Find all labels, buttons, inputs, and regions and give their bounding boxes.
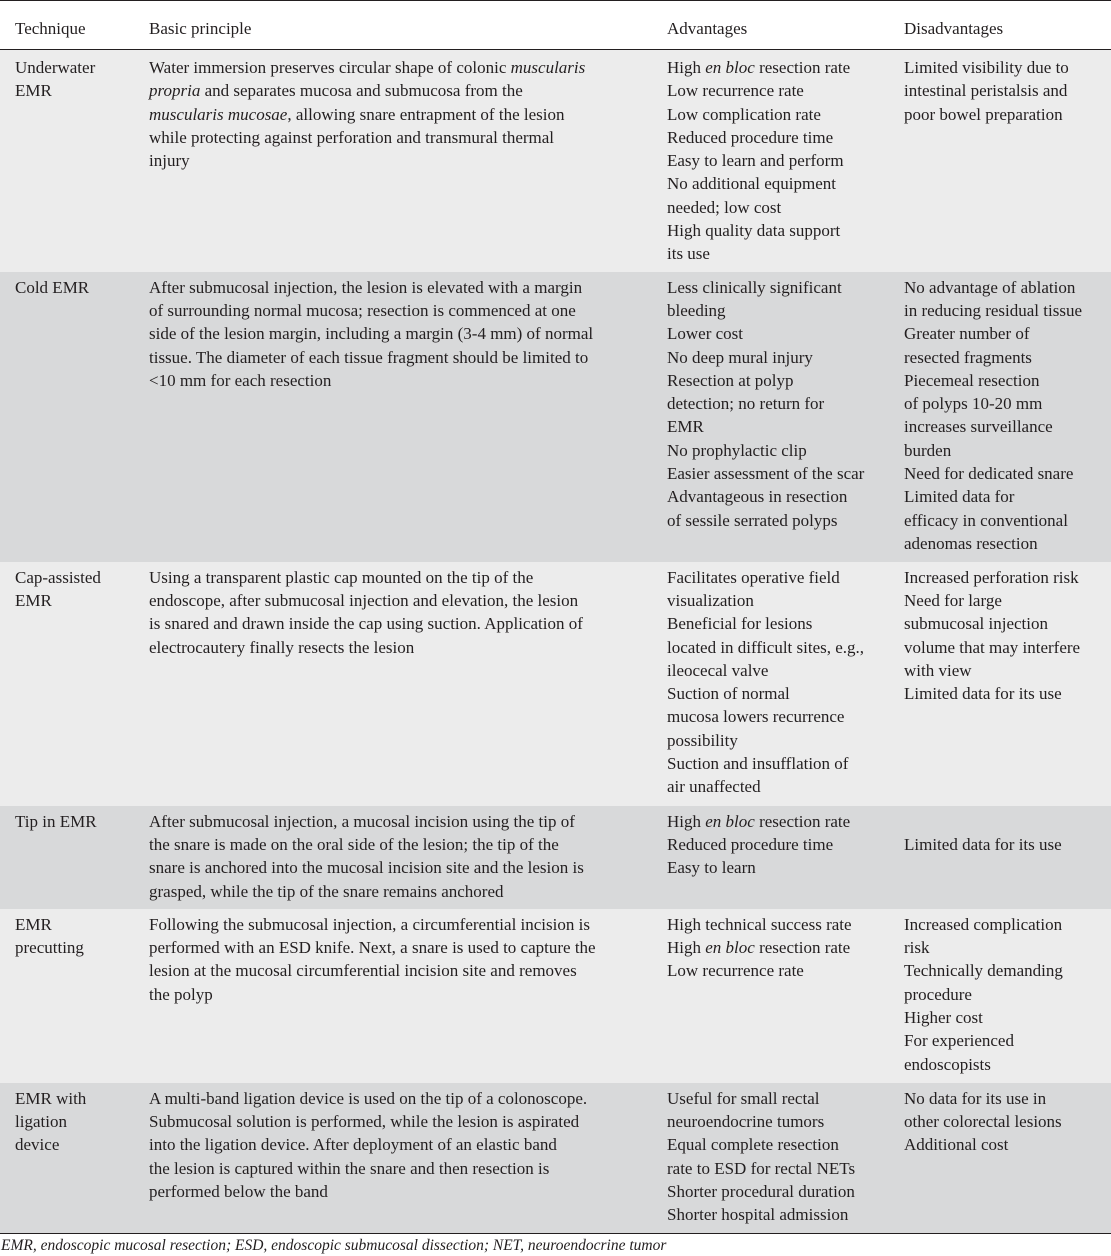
text-run: other colorectal lesions [904,1112,1062,1132]
cell-line [149,56,648,79]
italic-term: propria [149,81,201,101]
cell-line [667,1203,886,1226]
cell-line [667,833,886,856]
cell-line [149,983,648,1006]
text-run: Low recurrence rate [667,961,804,981]
cell-basic-principle [134,806,652,909]
cell-line [904,1133,1111,1156]
cell-line [149,589,648,612]
cell-line [667,346,886,369]
text-run: Limited data for [904,487,1015,507]
cell-line [667,959,886,982]
cell-advantages [652,909,890,1083]
text-run: EMR [667,417,704,437]
cell-line [667,566,886,589]
cell-line [149,1110,648,1133]
cell-line: EMR [15,81,52,101]
cell-line [667,56,886,79]
cell-line: Tip in EMR [15,811,97,831]
cell-line: device [15,1135,60,1155]
text-run: High [667,938,706,958]
cell-line [667,103,886,126]
cell-line [149,810,648,833]
text-run: air unaffected [667,777,761,797]
cell-line [149,1133,648,1156]
text-run: No deep mural injury [667,347,813,367]
text-run: of polyps 10-20 mm [904,394,1043,414]
cell-line [149,299,648,322]
header-advantages: Advantages [667,19,748,38]
cell-technique [0,50,134,272]
text-run: submucosal injection [904,614,1049,634]
italic-term: muscularis mucosae [149,104,288,124]
text-run: volume that may interfere [904,637,1081,657]
cell-disadvantages [890,806,1111,909]
cell-line [904,810,1111,833]
cell-technique [0,1083,134,1233]
cell-line [149,566,648,589]
table-row [0,1083,1111,1233]
text-run: Increased complication [904,914,1063,934]
cell-line [904,1110,1111,1133]
text-run: electrocautery finally resects the lesion [149,637,415,657]
text-run: Additional cost [904,1135,1009,1155]
text-run: Suction and insufflation of [667,754,849,774]
cell-line [667,462,886,485]
cell-basic-principle [134,1083,652,1233]
cell-line [904,369,1111,392]
cell-disadvantages [890,1083,1111,1233]
text-run: resected fragments [904,347,1032,367]
text-run: High quality data support [667,221,841,241]
cell-disadvantages [890,909,1111,1083]
text-run: Shorter procedural duration [667,1182,855,1202]
cell-line [904,322,1111,345]
table-row [0,909,1111,1083]
text-run: Limited visibility due to [904,58,1069,77]
cell-line [667,369,886,392]
cell-line [904,79,1111,102]
text-run: Reduced procedure time [667,127,834,147]
cell-line [667,810,886,833]
text-run: mucosa lowers recurrence [667,707,845,727]
text-run: Easy to learn and perform [667,151,844,171]
text-run: while protecting against perforation and transmural thermal [149,127,555,147]
cell-line [667,392,886,415]
cell-line [667,79,886,102]
cell-line [904,612,1111,635]
cell-line [149,833,648,856]
cell-line [904,56,1111,79]
text-run: No additional equipment [667,174,837,194]
table-row [0,806,1111,909]
cell-line [149,936,648,959]
cell-line [904,936,1111,959]
cell-line [904,415,1111,438]
text-run: side of the lesion margin, including a margin (3-4 mm) of normal [149,324,594,344]
cell-line [667,856,886,879]
text-run: injury [149,151,190,171]
text-run: snare is anchored into the mucosal incision site and the lesion is [149,858,584,878]
text-run: Technically demanding [904,961,1063,981]
cell-line [667,242,886,265]
text-run: Following the submucosal injection, a circumferential incision is [149,914,590,934]
text-run: After submucosal injection, the lesion is elevated with a margin [149,277,583,297]
text-run: Advantageous in resection [667,487,848,507]
cell-technique [0,909,134,1083]
cell-line [667,1110,886,1133]
text-run: bleeding [667,300,726,320]
text-run: of surrounding normal mucosa; resection is commenced at one [149,300,576,320]
text-run: tissue. The diameter of each tissue fragment should be limited to [149,347,589,367]
cell-line [904,1053,1111,1076]
cell-line [667,589,886,612]
text-run: of sessile serrated polyps [667,510,838,530]
text-run: Beneficial for lesions [667,614,813,634]
cell-line [667,636,886,659]
cell-basic-principle [134,909,652,1083]
text-run: into the ligation device. After deployment of an elastic band [149,1135,557,1155]
text-run: performed with an ESD knife. Next, a snare is used to capture the [149,938,596,958]
cell-line [667,936,886,959]
cell-line [149,636,648,659]
text-run: rate to ESD for rectal NETs [667,1158,856,1178]
cell-line [149,880,648,903]
text-run: the lesion is captured within the snare and then resection is [149,1158,550,1178]
text-run: Greater number of [904,324,1030,344]
cell-line [904,833,1111,856]
cell-advantages [652,272,890,562]
text-run: Need for dedicated snare [904,464,1074,484]
cell-line [904,1087,1111,1110]
cell-line [904,1006,1111,1029]
cell-line [667,219,886,242]
text-run: resection rate [754,811,851,831]
text-run: grasped, while the tip of the snare remains anchored [149,881,504,901]
cell-basic-principle [134,562,652,806]
text-run: possibility [667,730,738,750]
cell-line [667,612,886,635]
text-run: intestinal peristalsis and [904,81,1068,101]
text-run: Useful for small rectal [667,1088,820,1108]
cell-line [667,682,886,705]
text-run: High technical success rate [667,914,852,934]
header-basic-principle: Basic principle [149,19,252,38]
cell-line [667,1180,886,1203]
text-run: Less clinically significant [667,277,842,297]
cell-line [667,415,886,438]
cell-line [667,172,886,195]
text-run: Higher cost [904,1008,983,1028]
text-run: Low complication rate [667,104,821,124]
cell-advantages [652,562,890,806]
text-run: Low recurrence rate [667,81,804,101]
text-run: the polyp [149,984,213,1004]
table-body [0,50,1111,1234]
cell-line [667,485,886,508]
cell-line [149,913,648,936]
text-run: Water immersion preserves circular shape of colonic [149,58,511,77]
text-run: resection rate [754,58,851,77]
text-run: High [667,811,706,831]
cell-line [149,1157,648,1180]
text-run: Shorter hospital admission [667,1205,849,1225]
text-run: No advantage of ablation [904,277,1076,297]
table-row [0,272,1111,562]
cell-line [904,1029,1111,1052]
text-run: detection; no return for [667,394,825,414]
text-run: Reduced procedure time [667,834,834,854]
cell-advantages [652,1083,890,1233]
text-run: adenomas resection [904,533,1038,553]
text-run: After submucosal injection, a mucosal incision using the tip of [149,811,575,831]
cell-line [667,126,886,149]
cell-line [904,682,1111,705]
header-disadvantages: Disadvantages [904,19,1004,38]
cell-line [904,462,1111,485]
cell-line [667,196,886,219]
cell-line [904,532,1111,555]
table-footnote: EMR, endoscopic mucosal resection; ESD, endoscopic submucosal dissection; NET, neuroendocrine tumor [1,1236,667,1254]
text-run: Lower cost [667,324,744,344]
text-run: visualization [667,590,754,610]
cell-line [904,276,1111,299]
cell-line [667,439,886,462]
cell-line [667,729,886,752]
text-run: lesion at the mucosal circumferential incision site and removes [149,961,577,981]
cell-line [667,659,886,682]
text-run: Limited data for its use [904,834,1062,854]
cell-line [904,103,1111,126]
cell-line: Underwater [15,58,96,77]
cell-line [149,369,648,392]
cell-line: ligation [15,1112,67,1132]
cell-line: precutting [15,938,84,958]
cell-technique [0,562,134,806]
text-run: with view [904,660,972,680]
text-run: resection rate [754,938,851,958]
cell-line [904,509,1111,532]
cell-line [149,959,648,982]
cell-line [667,1133,886,1156]
cell-line [149,149,648,172]
cell-technique [0,272,134,562]
text-run: burden [904,440,952,460]
text-run: risk [904,938,930,958]
cell-line [904,589,1111,612]
cell-line [149,276,648,299]
cell-line [667,752,886,775]
cell-line [667,1087,886,1110]
header-row [0,1,1111,50]
cell-line [904,636,1111,659]
cell-line [667,775,886,798]
text-run: endoscopists [904,1054,991,1074]
text-run: Facilitates operative field [667,567,840,587]
cell-line [904,659,1111,682]
cell-line [149,126,648,149]
cell-line [667,276,886,299]
text-run: No prophylactic clip [667,440,807,460]
cell-line [149,103,648,126]
cell-disadvantages [890,272,1111,562]
cell-line [149,856,648,879]
cell-technique [0,806,134,909]
text-run: Piecemeal resection [904,370,1040,390]
text-run: Using a transparent plastic cap mounted on the tip of the [149,567,534,587]
text-run: High [667,58,706,77]
table-row [0,50,1111,272]
cell-line [904,392,1111,415]
cell-disadvantages [890,562,1111,806]
cell-line [667,705,886,728]
cell-line [904,485,1111,508]
text-run: poor bowel preparation [904,104,1063,124]
text-run: and separates mucosa and submucosa from the [200,81,523,101]
text-run: Equal complete resection [667,1135,839,1155]
header-technique: Technique [15,19,86,38]
text-run: needed; low cost [667,197,782,217]
text-run: procedure [904,984,972,1004]
text-run: Resection at polyp [667,370,794,390]
cell-line [149,612,648,635]
text-run: ileocecal valve [667,660,769,680]
table-row [0,562,1111,806]
text-run: its use [667,244,710,264]
text-run: performed below the band [149,1182,328,1202]
text-run: Easier assessment of the scar [667,464,865,484]
text-run: the snare is made on the oral side of the lesion; the tip of the [149,834,559,854]
cell-basic-principle [134,50,652,272]
cell-basic-principle [134,272,652,562]
cell-line: EMR [15,914,52,934]
cell-line [149,79,648,102]
text-run: Submucosal solution is performed, while the lesion is aspirated [149,1112,580,1132]
cell-line [904,983,1111,1006]
italic-term: en bloc [705,811,755,831]
text-run: A multi-band ligation device is used on the tip of a colonoscope. [149,1088,588,1108]
cell-advantages [652,50,890,272]
text-run: Suction of normal [667,684,790,704]
cell-line: Cold EMR [15,277,90,297]
text-run: in reducing residual tissue [904,300,1082,320]
text-run: is snared and drawn inside the cap using suction. Application of [149,614,583,634]
text-run: endoscope, after submucosal injection and elevation, the lesion [149,590,579,610]
cell-line [667,913,886,936]
italic-term: en bloc [705,58,755,77]
text-run: For experienced [904,1031,1014,1051]
cell-line [667,299,886,322]
text-run: Increased perforation risk [904,567,1079,587]
text-run: <10 mm for each resection [149,370,332,390]
cell-line [667,322,886,345]
text-run: No data for its use in [904,1088,1047,1108]
cell-line [904,913,1111,936]
cell-line [904,959,1111,982]
cell-line [149,1087,648,1110]
cell-line [149,346,648,369]
cell-line [904,439,1111,462]
italic-term: en bloc [705,938,755,958]
text-run: efficacy in conventional [904,510,1068,530]
text-run: neuroendocrine tumors [667,1112,825,1132]
text-run: Limited data for its use [904,684,1062,704]
cell-disadvantages [890,50,1111,272]
cell-line [667,509,886,532]
cell-line [904,299,1111,322]
cell-line: Cap-assisted [15,567,101,587]
italic-term: muscularis [510,58,586,77]
text-run: increases surveillance [904,417,1053,437]
cell-line: EMR [15,590,52,610]
text-run: Need for large [904,590,1002,610]
cell-line: EMR with [15,1088,87,1108]
cell-line [904,566,1111,589]
cell-line [667,149,886,172]
cell-line [667,1157,886,1180]
cell-line [149,1180,648,1203]
text-run: Easy to learn [667,858,756,878]
cell-line [149,322,648,345]
cell-advantages [652,806,890,909]
text-run: located in difficult sites, e.g., [667,637,865,657]
cell-line [904,346,1111,369]
text-run: , allowing snare entrapment of the lesion [287,104,565,124]
